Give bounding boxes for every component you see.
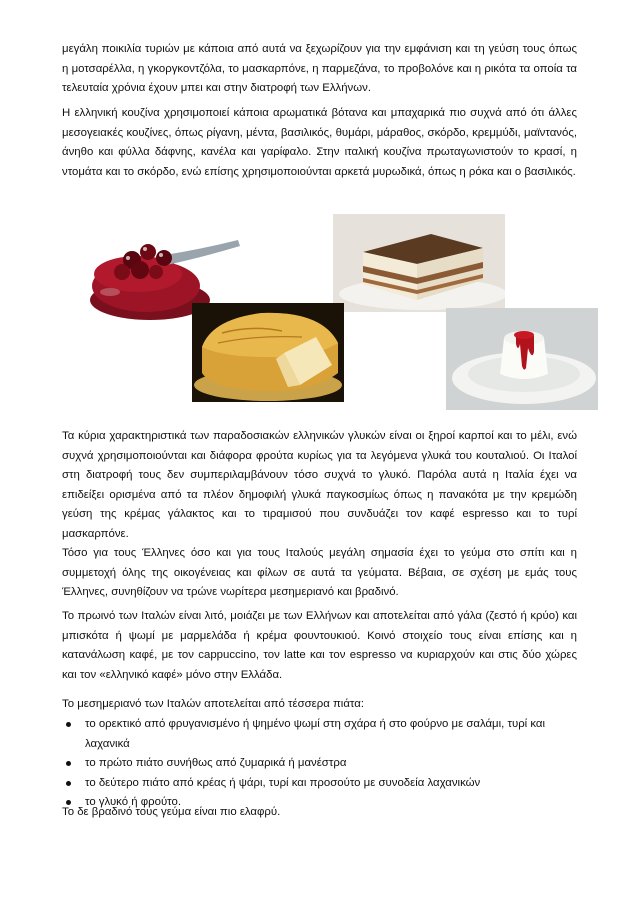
paragraph-sweets: Τα κύρια χαρακτηριστικά των παραδοσιακών ελληνικών γλυκών είναι οι ξηροί καρποί και το μέλι, ενώ συχνά χρησιμοποιούνται και διάφορα φρούτα κυρίως για τα λεγόμενα γλυκά του κουταλιού. Οι Ιταλοί στη διατροφή τους δεν συμπεριλαμβάνουν τόσο συχνά το γλυκό. Παρόλα αυτά η Ιταλία έχει να επιδείξει ορισμένα από τα πλέον δημοφιλή γλυκά παγκοσμίως όπως η πανακότα με την κρεμώδη γεύση της κρέμας γάλακτος και το τιραμισού που συνδυάζει τον καφέ espresso και το τυρί μασκαρπόνε. xyxy=(62,430,577,540)
paragraph-breakfast: Το πρωινό των Ιταλών είναι λιτό, μοιάζει με των Ελλήνων και αποτελείται από γάλα (ζεστό ή κρύο) και μπισκότα ή ψωμί με μαρμελάδα ή κρέμα φουντουκιού. Κοινό στοιχείο τους είναι επίσης και η κατανάλωση καφέ, με τον cappuccino, τον latte και τον espresso να κυριαρχούν και στις δύο χώρες και τον «ελληνικό καφέ» μόνο στην Ελλάδα. xyxy=(62,610,577,681)
paragraph-lunch-intro: Το μεσημεριανό των Ιταλών αποτελείται από τέσσερα πιάτα: xyxy=(62,698,365,710)
paragraph-cheeses: μεγάλη ποικιλία τυριών με κάποια από αυτά να ξεχωρίζουν για την εμφάνιση και τη γεύση τους όπως η μοτσαρέλλα, η γκοργκοντζόλα, το μασκαρπόνε, η παρμεζάνα, το προβολόνε και η ρικότα τα οποία τα τελευταία χρόνια έχουν μπει και στην διατροφή των Ελλήνων. xyxy=(62,43,577,95)
galaktoboureko-image xyxy=(192,303,344,402)
paragraph-family-meals: Τόσο για τους Έλληνες όσο και για τους Ιταλούς μεγάλη σημασία έχει το γεύμα στο σπίτι και η συμμετοχή όλης της οικογένειας και φίλων σε αυτά τα γεύματα. Βέβαια, σε σχέση με εμάς τους Έλληνες, συνηθίζουν να τρώνε νωρίτερα μεσημεριανό και βραδινό. xyxy=(62,547,577,599)
tiramisu-image xyxy=(333,214,505,312)
list-item: το γλυκό ή φρούτο. xyxy=(62,793,577,813)
list-item: το δεύτερο πιάτο από κρέας ή ψάρι, τυρί και προσούτο με συνοδεία λαχανικών xyxy=(62,774,577,794)
list-item: το πρώτο πιάτο συνήθως από ζυμαρικά ή μανέστρα xyxy=(62,754,577,774)
list-item: το ορεκτικό από φρυγανισμένο ή ψημένο ψωμί στη σχάρα ή στο φούρνο με σαλάμι, τυρί και λαχανικά xyxy=(62,715,577,754)
panna-cotta-image xyxy=(446,308,598,410)
lunch-courses-list xyxy=(62,715,577,813)
paragraph-dinner: Το δε βραδινό τους γεύμα είναι πιο ελαφρύ. xyxy=(62,806,281,818)
paragraph-herbs: Η ελληνική κουζίνα χρησιμοποιεί κάποια αρωματικά βότανα και μπαχαρικά πιο συχνά από ότι άλλες μεσογειακές κουζίνες, όπως ρίγανη, μέντα, βασιλικός, θυμάρι, μάραθος, σκόρδο, κρεμμύδι, μαϊντανός, άνηθο και φύλλα δάφνης, κανέλα και γαρίφαλο. Στην ιταλική κουζίνα πρωταγωνιστούν το κρασί, η ντομάτα και το σκόρδο, ενώ επίσης χρησιμοποιούνται αρκετά μυρωδικά, όπως η ρόκα και ο βασιλικός. xyxy=(62,107,577,178)
